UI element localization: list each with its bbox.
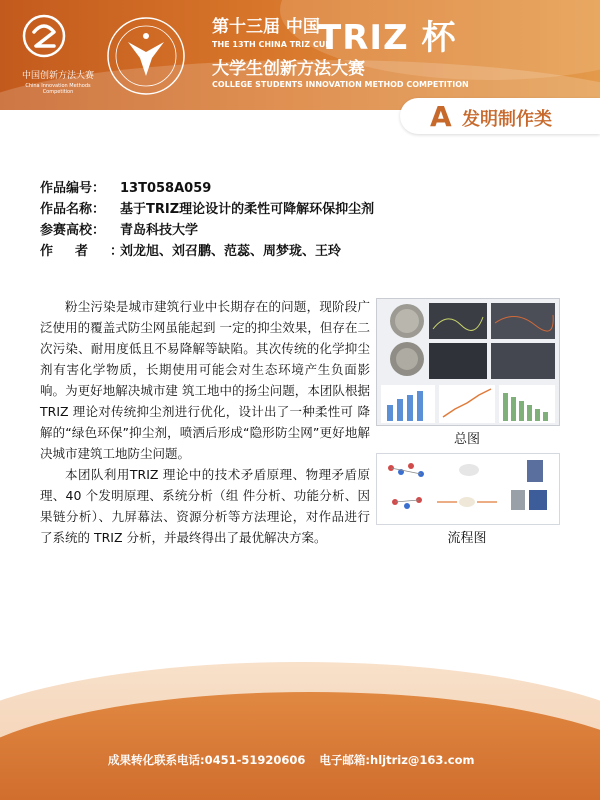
title-competition: 大学生创新方法大赛 <box>212 59 365 79</box>
info-label: 参赛高校： <box>40 223 106 238</box>
title-competition-en: COLLEGE STUDENTS INNOVATION METHOD COMPETITION <box>212 80 469 89</box>
description <box>40 296 370 548</box>
footer-contact <box>108 752 474 768</box>
overview-figure <box>376 298 560 426</box>
triz-cup-emblem-icon <box>104 14 188 98</box>
footer-decoration <box>0 622 600 800</box>
flow-caption: 流程图 <box>447 531 487 546</box>
info-value: 13T058A059 <box>120 181 212 196</box>
info-value: 青岛科技大学 <box>120 223 199 238</box>
cimc-logo-icon <box>22 14 66 58</box>
description-paragraph: 粉尘污染是城市建筑行业中长期存在的问题，现阶段广泛使用的覆盖式防尘网虽能起到 一定的抑尘效果，但存在二次污染、耐用度低且不易降解等缺陷。其次传统的化学抑尘剂有害化学物质，长期使用可能会对生态环境产生负面影响。为更好地解决城市建 筑工地中的扬尘问题，本团队根据 TRIZ 理论对传统抑尘剂进行优化，设计出了一种柔性可 降解的“绿色环保”抑尘剂，喷洒后形成“隐形防尘网”更好地解决城市建筑工地防尘问题。 <box>40 299 370 461</box>
email-label: 电子邮箱: <box>319 753 371 767</box>
category-badge <box>400 98 600 134</box>
competition-logo <box>22 14 94 98</box>
info-value: 基于TRIZ理论设计的柔性可降解环保抑尘剂 <box>120 202 375 217</box>
title-triz-cup: TRIZ 杯 <box>318 18 457 58</box>
title-edition-en: THE 13TH CHINA TRIZ CUP <box>212 40 332 49</box>
email-value: hljtriz@163.com <box>370 753 475 767</box>
flow-figure <box>376 453 560 525</box>
overview-caption: 总图 <box>453 432 480 447</box>
info-label: 作品名称： <box>40 202 106 217</box>
category-letter: A <box>430 100 452 133</box>
category-label: 发明制作类 <box>462 109 552 130</box>
title-edition: 第十三届 中国 <box>212 17 320 37</box>
info-value: 刘龙旭、刘召鹏、范蕊、周梦珑、王玲 <box>120 244 342 259</box>
info-label: 作品编号： <box>40 181 106 196</box>
org-name: 中国创新方法大赛 <box>22 71 95 81</box>
work-info <box>40 178 560 262</box>
description-paragraph: 本团队利用TRIZ 理论中的技术矛盾原理、物理矛盾原理、40 个发明原理、系统分析（组 件分析、功能分析、因果链分析）、九屏幕法、资源分析等方法理论，对作品进行了系统的 TRIZ 分析，并最终得出了最优解决方案。 <box>40 467 370 545</box>
info-row-author <box>40 241 560 262</box>
phone-label: 成果转化联系电话: <box>108 753 205 767</box>
header-banner <box>0 0 600 110</box>
phone-value: 0451-51920606 <box>204 753 306 767</box>
info-row-name <box>40 199 560 220</box>
info-row-school <box>40 220 560 241</box>
info-label: 作者： <box>40 244 146 259</box>
info-row-id <box>40 178 560 199</box>
org-name-en: China Innovation Methods Competition <box>25 83 91 95</box>
